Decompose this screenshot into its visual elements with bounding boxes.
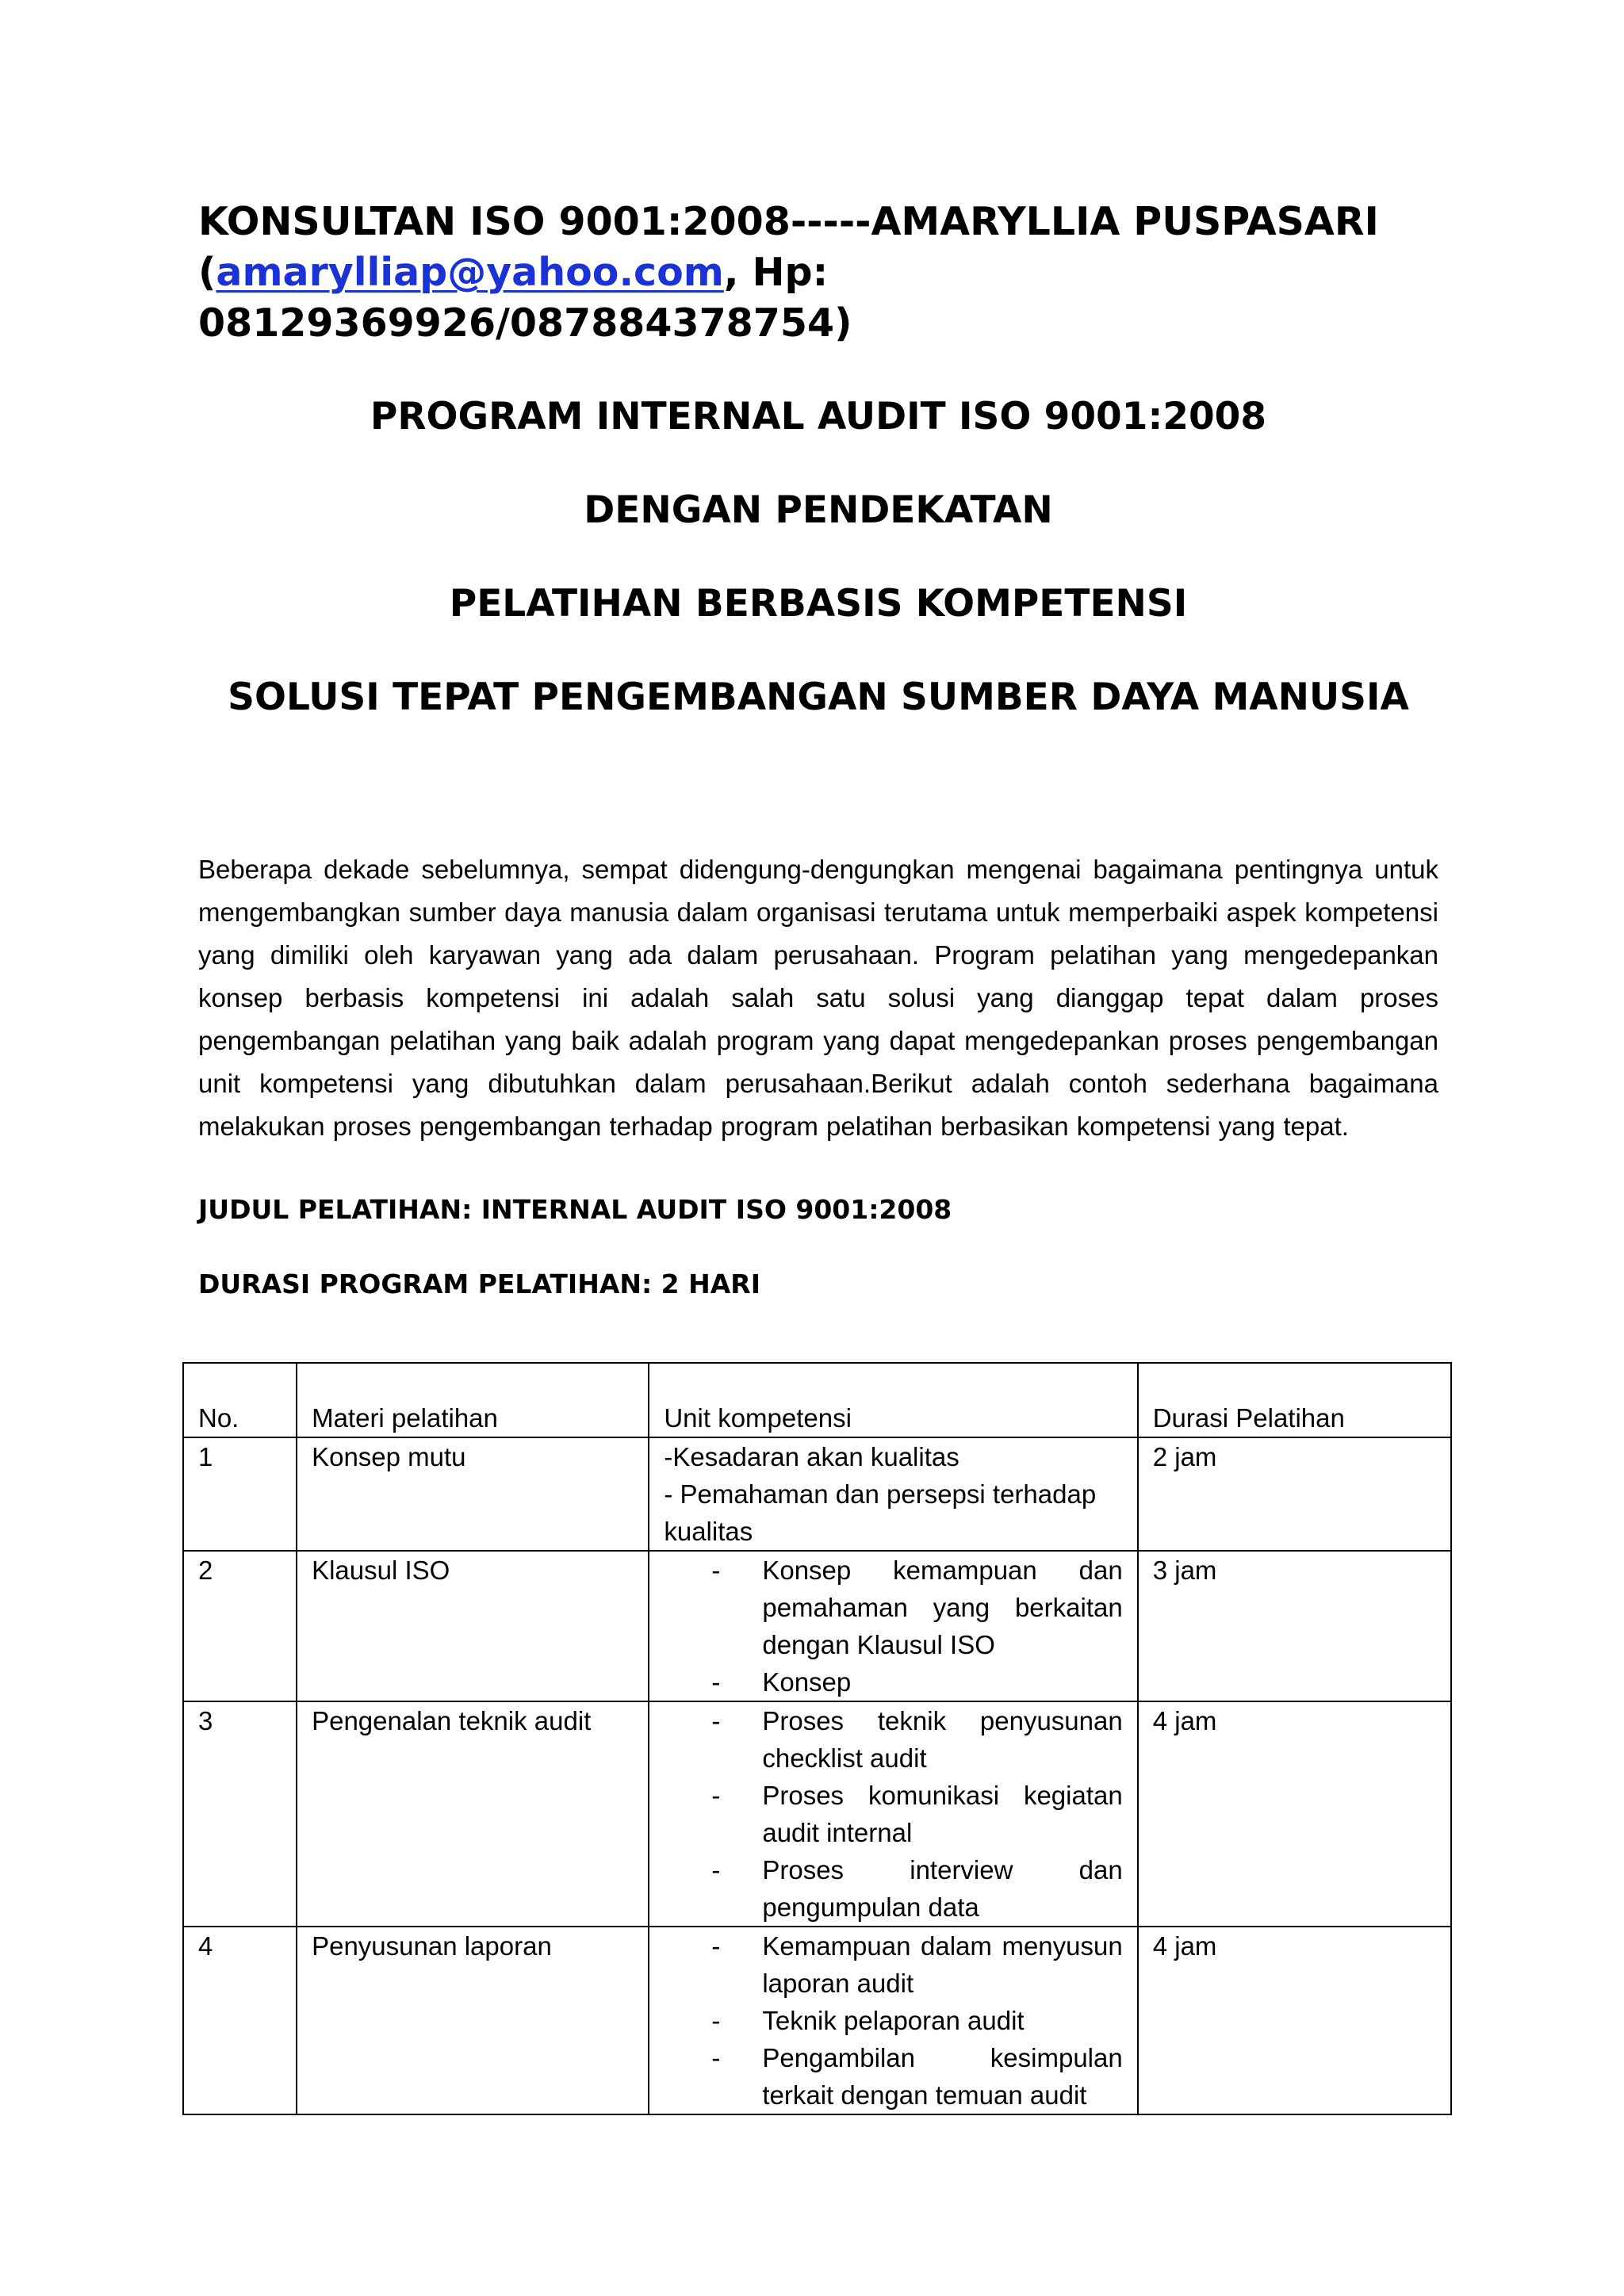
row-no: 2 (183, 1551, 297, 1701)
consultant-header (198, 197, 1438, 349)
unit-item: - Pemahaman dan persepsi terhadap kualitas (664, 1479, 1097, 1546)
header-materi: Materi pelatihan (297, 1363, 649, 1437)
unit-list (664, 1438, 1122, 1550)
unit-item: - Proses interview dan pengumpulan data (664, 1851, 1122, 1926)
unit-item: - Konsep (664, 1663, 1122, 1701)
approach-title: DENGAN PENDEKATAN (584, 488, 1053, 532)
row-units (649, 1437, 1137, 1551)
unit-item: - Teknik pelaporan audit (664, 2002, 1122, 2039)
row-no: 1 (183, 1437, 297, 1551)
table-row (183, 1551, 1451, 1701)
competency-table (182, 1362, 1452, 2115)
unit-item: - Proses komunikasi kegiatan audit internal (664, 1777, 1122, 1851)
table-row (183, 1701, 1451, 1927)
row-no: 4 (183, 1927, 297, 2114)
table-row (183, 1437, 1451, 1551)
unit-item: - Konsep kemampuan dan pemahaman yang berkaitan dengan Klausul ISO (664, 1552, 1122, 1663)
unit-item: - Proses teknik penyusunan checklist audit (664, 1702, 1122, 1777)
unit-list (664, 1552, 1122, 1701)
training-duration-label: DURASI PROGRAM PELATIHAN: 2 HARI (198, 1269, 760, 1299)
unit-list (664, 1702, 1122, 1926)
program-title: PROGRAM INTERNAL AUDIT ISO 9001:2008 (370, 395, 1267, 438)
row-units (649, 1551, 1137, 1701)
row-units (649, 1701, 1137, 1927)
row-durasi: 3 jam (1138, 1551, 1451, 1701)
row-no: 3 (183, 1701, 297, 1927)
contact-open-paren: ( (198, 250, 216, 295)
header-no: No. (183, 1363, 297, 1437)
solution-title: SOLUSI TEPAT PENGEMBANGAN SUMBER DAYA MANUSIA (228, 675, 1409, 719)
row-materi: Penyusunan laporan (297, 1927, 649, 2114)
document-page (198, 197, 1438, 1300)
row-materi: Konsep mutu (297, 1437, 649, 1551)
row-materi: Pengenalan teknik audit (297, 1701, 649, 1927)
unit-item: -Kesadaran akan kualitas (664, 1442, 959, 1471)
row-units (649, 1927, 1137, 2114)
header-durasi: Durasi Pelatihan (1138, 1363, 1451, 1437)
consultant-name-line: KONSULTAN ISO 9001:2008-----AMARYLLIA PUSPASARI (198, 199, 1379, 244)
training-title-label: JUDUL PELATIHAN: INTERNAL AUDIT ISO 9001:2008 (198, 1194, 952, 1225)
unit-item: - Kemampuan dalam menyusun laporan audit (664, 1927, 1122, 2002)
contact-phone: , Hp: 08129369926/087884378754) (198, 250, 852, 346)
intro-paragraph: Beberapa dekade sebelumnya, sempat didengung-dengungkan mengenai bagaimana pentingnya untuk mengembangkan sumber daya manusia dalam organisasi terutama untuk memperbaiki aspek kompetensi yang dimiliki oleh karyawan yang ada dalam perusahaan. Program pelatihan yang mengedepankan konsep berbasis kompetensi ini adalah salah satu solusi yang dianggap tepat dalam proses pengembangan pelatihan yang baik adalah program yang dapat mengedepankan proses pengembangan unit kompetensi yang dibutuhkan dalam perusahaan.Berikut adalah contoh sederhana bagaimana melakukan proses pengembangan terhadap program pelatihan berbasikan kompetensi yang tepat. (198, 855, 1438, 1141)
row-materi: Klausul ISO (297, 1551, 649, 1701)
unit-list (664, 1927, 1122, 2114)
table-row (183, 1927, 1451, 2114)
header-unit: Unit kompetensi (649, 1363, 1137, 1437)
row-durasi: 4 jam (1138, 1701, 1451, 1927)
row-durasi: 2 jam (1138, 1437, 1451, 1551)
table-header-row (183, 1363, 1451, 1437)
row-durasi: 4 jam (1138, 1927, 1451, 2114)
unit-item: - Pengambilan kesimpulan terkait dengan temuan audit (664, 2039, 1122, 2114)
training-title: PELATIHAN BERBASIS KOMPETENSI (449, 582, 1188, 626)
email-link[interactable]: amarylliap@yahoo.com (216, 250, 724, 295)
